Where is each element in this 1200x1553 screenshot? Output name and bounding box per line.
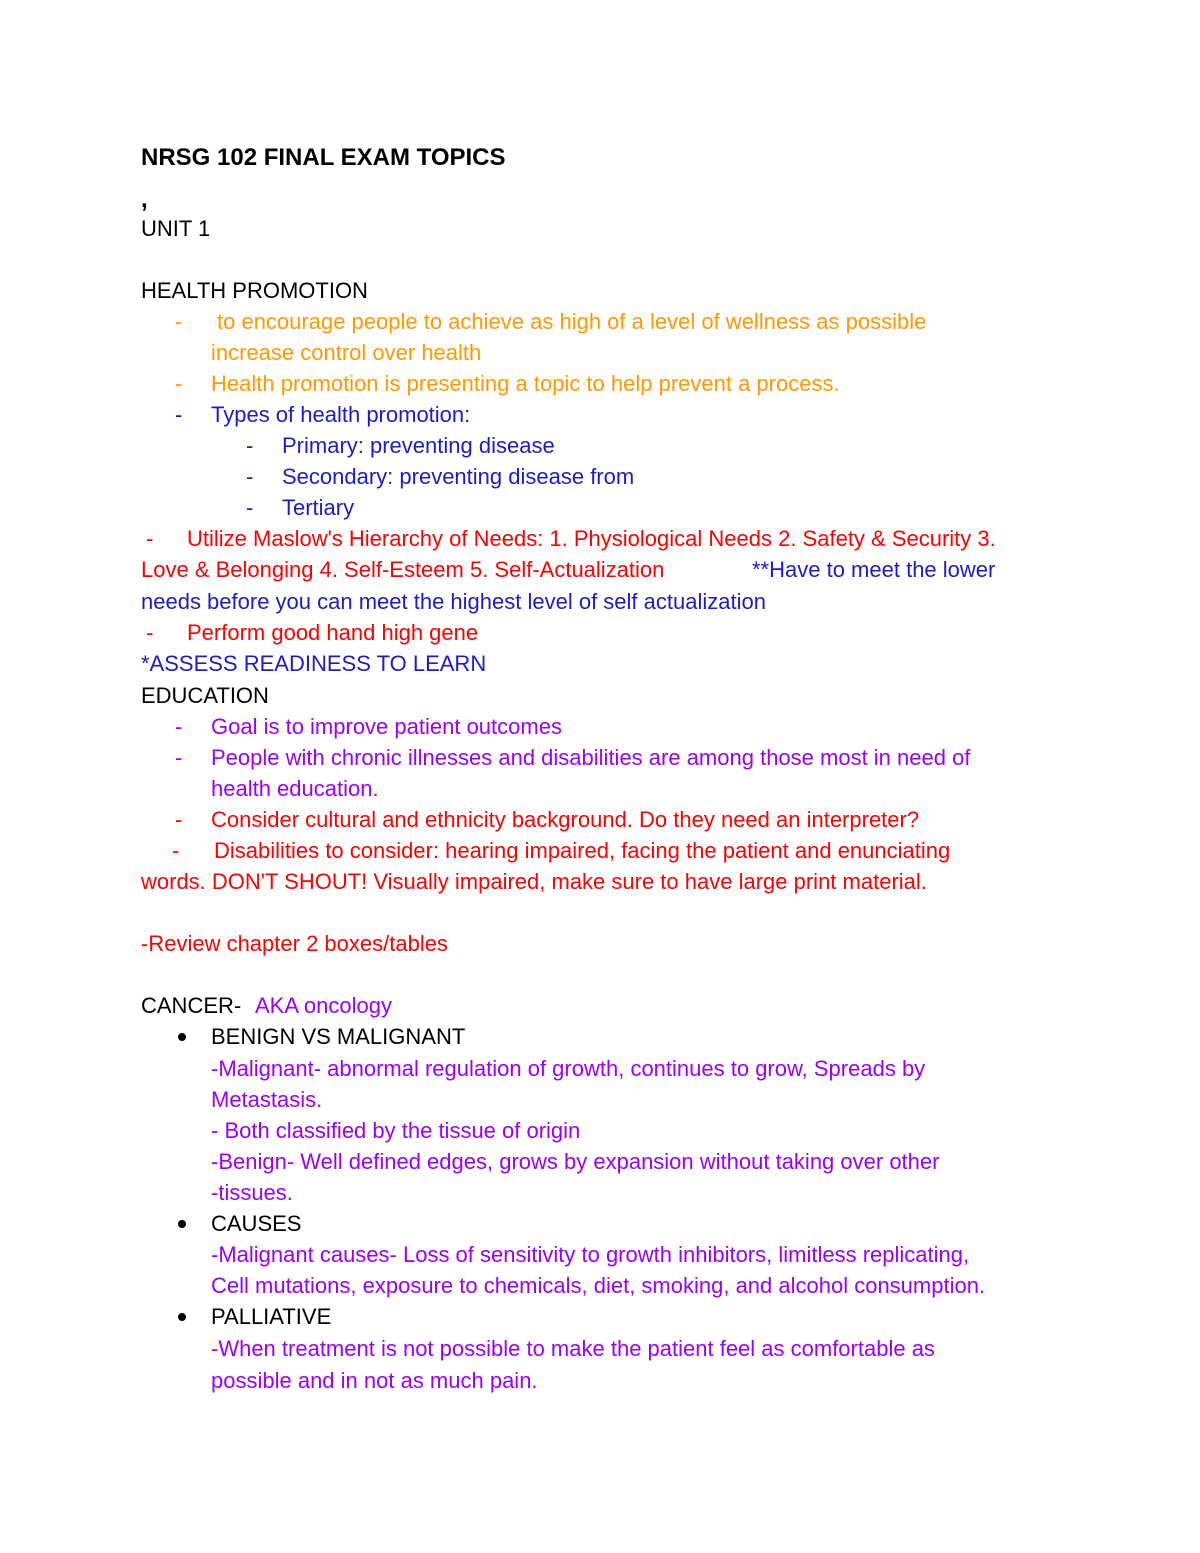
hp-sub-3-text: Tertiary <box>282 495 355 520</box>
dash-marker: - <box>175 402 183 427</box>
hp-item-1 <box>0 306 1200 337</box>
maslow-text-2: Love & Belonging 4. Self-Esteem 5. Self-Actualization <box>141 557 665 582</box>
causes-text-1: -Malignant causes- Loss of sensitivity to growth inhibitors, limitless replicating, <box>211 1242 970 1267</box>
palliative-line-1 <box>0 1333 1200 1364</box>
benign-line-1 <box>0 1146 1200 1177</box>
hp-item-2 <box>0 368 1200 399</box>
palliative-heading-line <box>0 1301 1200 1332</box>
cancer-heading: CANCER- <box>141 993 242 1018</box>
dash-marker: - <box>246 495 254 520</box>
hp-sub-1-text: Primary: preventing disease <box>282 433 555 458</box>
dash-marker: - <box>175 309 183 334</box>
hp-item-1-text-cont: increase control over health <box>211 340 482 365</box>
dash-marker: - <box>175 807 183 832</box>
causes-line-1 <box>0 1239 1200 1270</box>
maslow-line-3 <box>0 586 1200 617</box>
maslow-note-b: needs before you can meet the highest level of self actualization <box>141 589 766 614</box>
assess-line <box>0 648 1200 679</box>
comma-line <box>0 184 1200 215</box>
health-promotion-heading: HEALTH PROMOTION <box>141 278 368 303</box>
hp-sub-1 <box>0 430 1200 461</box>
edu-item-3-text: Consider cultural and ethnicity background. Do they need an interpreter? <box>211 807 920 832</box>
hp-sub-2 <box>0 461 1200 492</box>
edu-item-1 <box>0 711 1200 742</box>
dash-marker: - <box>175 371 183 396</box>
causes-line-2 <box>0 1270 1200 1301</box>
edu-item-4 <box>0 835 1200 866</box>
hp-item-3-text: Types of health promotion: <box>211 402 471 427</box>
both-text: - Both classified by the tissue of origin <box>211 1118 581 1143</box>
hp-item-2-text: Health promotion is presenting a topic to help prevent a process. <box>211 371 840 396</box>
benign-text-2: -tissues. <box>211 1180 293 1205</box>
causes-text-2: Cell mutations, exposure to chemicals, diet, smoking, and alcohol consumption. <box>211 1273 986 1298</box>
edu-item-2-text-cont: health education. <box>211 776 379 801</box>
causes-heading: CAUSES <box>211 1211 302 1236</box>
bullet-icon <box>178 1033 186 1041</box>
bullet-icon <box>178 1220 186 1228</box>
maslow-line-1 <box>0 523 1200 554</box>
edu-item-2-cont <box>0 773 1200 804</box>
benign-text-1: -Benign- Well defined edges, grows by expansion without taking over other <box>211 1149 940 1174</box>
palliative-text-1: -When treatment is not possible to make the patient feel as comfortable as <box>211 1336 935 1361</box>
edu-item-2 <box>0 742 1200 773</box>
dash-marker: - <box>172 838 180 863</box>
maslow-note-a: **Have to meet the lower <box>752 557 996 582</box>
edu-item-1-text: Goal is to improve patient outcomes <box>211 714 562 739</box>
unit-line <box>0 213 1200 244</box>
edu-item-4-cont <box>0 866 1200 897</box>
page-title: NRSG 102 FINAL EXAM TOPICS <box>141 144 506 171</box>
cancer-aka: AKA oncology <box>255 993 392 1018</box>
edu-item-2-text: People with chronic illnesses and disabilities are among those most in need of <box>211 745 971 770</box>
edu-item-4-text: Disabilities to consider: hearing impaired, facing the patient and enunciating <box>214 838 951 863</box>
malignant-line-2 <box>0 1084 1200 1115</box>
education-heading: EDUCATION <box>141 683 269 708</box>
malignant-text-2: Metastasis. <box>211 1087 323 1112</box>
unit-heading: UNIT 1 <box>141 216 211 241</box>
dash-marker: - <box>246 433 254 458</box>
dash-marker: - <box>146 526 154 551</box>
maslow-text-1: Utilize Maslow's Hierarchy of Needs: 1. Physiological Needs 2. Safety & Security 3. <box>187 526 996 551</box>
stray-comma: , <box>141 186 148 213</box>
palliative-heading: PALLIATIVE <box>211 1304 332 1329</box>
hand-line <box>0 617 1200 648</box>
hand-text: Perform good hand high gene <box>187 620 479 645</box>
dash-marker: - <box>175 714 183 739</box>
bullet-icon <box>178 1313 186 1321</box>
benign-heading: BENIGN VS MALIGNANT <box>211 1024 466 1049</box>
malignant-line-1 <box>0 1053 1200 1084</box>
review-text: -Review chapter 2 boxes/tables <box>141 931 448 956</box>
maslow-line-2 <box>0 554 1200 585</box>
hp-sub-2-text: Secondary: preventing disease from <box>282 464 635 489</box>
palliative-text-2: possible and in not as much pain. <box>211 1368 538 1393</box>
dash-marker: - <box>175 745 183 770</box>
malignant-text-1: -Malignant- abnormal regulation of growth, continues to grow, Spreads by <box>211 1056 926 1081</box>
dash-marker: - <box>146 620 154 645</box>
benign-heading-line <box>0 1021 1200 1052</box>
edu-item-4-text-cont: words. DON'T SHOUT! Visually impaired, make sure to have large print material. <box>141 869 927 894</box>
hp-item-3 <box>0 399 1200 430</box>
benign-line-2 <box>0 1177 1200 1208</box>
title-line <box>0 142 1200 173</box>
education-heading-line <box>0 680 1200 711</box>
palliative-line-2 <box>0 1365 1200 1396</box>
edu-item-3 <box>0 804 1200 835</box>
health-promotion-heading-line <box>0 275 1200 306</box>
hp-sub-3 <box>0 492 1200 523</box>
cancer-heading-line <box>0 990 1200 1021</box>
both-line <box>0 1115 1200 1146</box>
hp-item-1-text: to encourage people to achieve as high of a level of wellness as possible <box>217 309 927 334</box>
assess-text: *ASSESS READINESS TO LEARN <box>141 651 487 676</box>
hp-item-1-cont <box>0 337 1200 368</box>
review-line <box>0 928 1200 959</box>
causes-heading-line <box>0 1208 1200 1239</box>
dash-marker: - <box>246 464 254 489</box>
